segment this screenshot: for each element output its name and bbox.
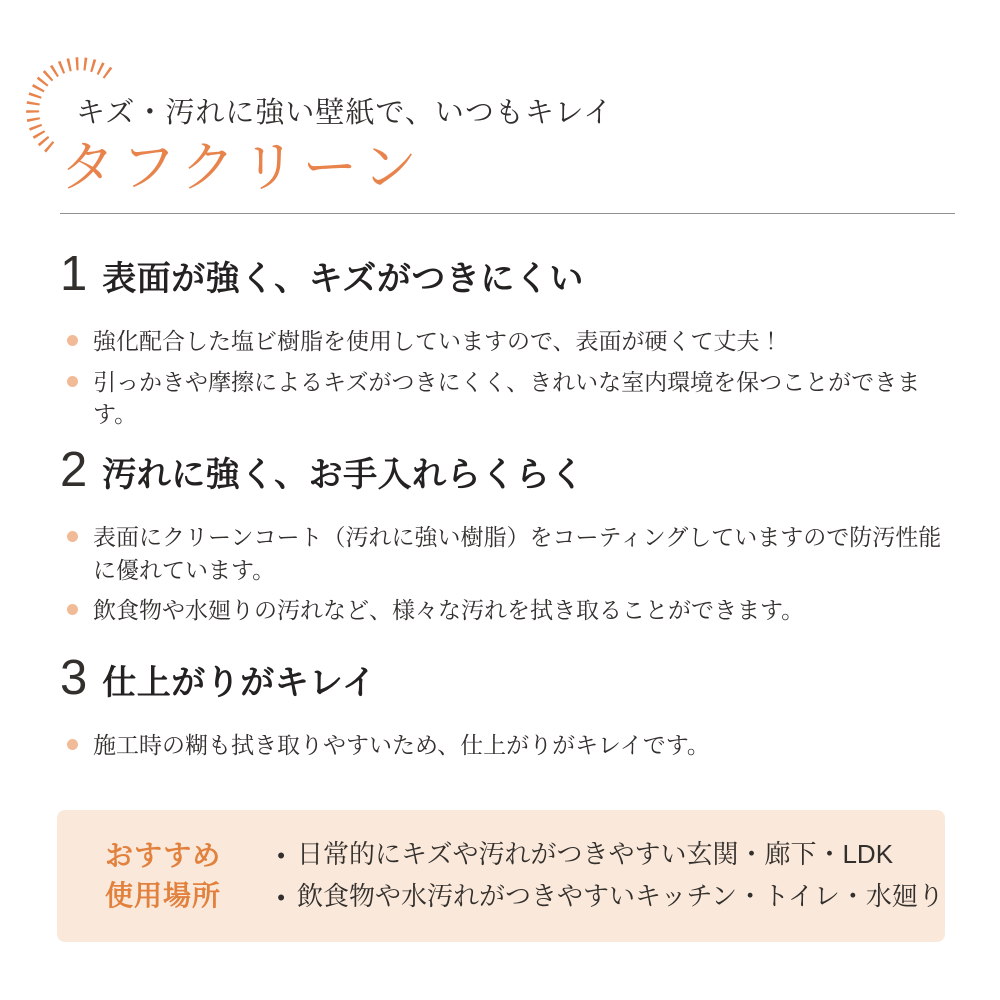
feature-bullet-list <box>60 325 962 431</box>
page-subtitle: キズ・汚れに強い壁紙で、いつもキレイ <box>76 97 614 129</box>
feature-bullet-text: 施工時の糊も拭き取りやすいため、仕上がりがキレイです。 <box>93 732 710 758</box>
bullet-dot-icon <box>67 604 78 615</box>
bullet-dot-icon <box>67 739 78 750</box>
recommend-item: • 日常的にキズや汚れがつきやすい玄関・廊下・LDK <box>277 834 944 876</box>
recommend-item: • 飲食物や水汚れがつきやすいキッチン・トイレ・水廻り <box>277 876 944 918</box>
feature-bullet <box>60 729 962 762</box>
feature-bullet <box>60 521 962 586</box>
feature-bullet-list <box>60 729 962 762</box>
header-divider <box>60 213 955 214</box>
feature-bullet <box>60 366 962 431</box>
feature-heading: 表面が強く、キズがつきにくい <box>102 260 584 298</box>
feature-bullet-text: 引っかきや摩擦によるキズがつきにくく、きれいな室内環境を保つことができます。 <box>93 368 921 428</box>
feature-section-stain-resistant <box>60 443 962 627</box>
feature-bullet <box>60 594 962 627</box>
feature-number: 2 <box>60 443 88 497</box>
feature-heading-row <box>60 651 962 705</box>
recommend-list <box>277 834 944 918</box>
feature-bullet-text: 表面にクリーンコート（汚れに強い樹脂）をコーティングしていますので防汚性能に優れています。 <box>93 524 942 583</box>
feature-bullet <box>60 325 962 358</box>
feature-number: 3 <box>60 651 88 705</box>
feature-number: 1 <box>60 247 88 301</box>
feature-heading: 汚れに強く、お手入れらくらく <box>102 456 585 494</box>
feature-section-durable-surface <box>60 247 962 431</box>
recommend-label-line1: おすすめ <box>105 840 222 871</box>
page-title: タフクリーン <box>60 136 424 198</box>
recommend-label <box>105 836 221 916</box>
feature-bullet-text: 飲食物や水廻りの汚れなど、様々な汚れを拭き取ることができます。 <box>93 597 805 624</box>
feature-bullet-text: 強化配合した塩ビ樹脂を使用していますので、表面が硬くて丈夫！ <box>93 328 783 354</box>
feature-heading-row <box>60 443 962 497</box>
bullet-dot-icon <box>67 335 78 346</box>
recommend-box <box>57 810 945 942</box>
bullet-dot-icon <box>67 376 78 387</box>
recommend-label-line2: 使用場所 <box>105 880 222 911</box>
feature-section-clean-finish <box>60 651 962 762</box>
feature-heading-row <box>60 247 962 301</box>
feature-heading: 仕上がりがキレイ <box>102 664 377 702</box>
feature-bullet-list <box>60 521 962 627</box>
bullet-dot-icon <box>67 531 78 542</box>
